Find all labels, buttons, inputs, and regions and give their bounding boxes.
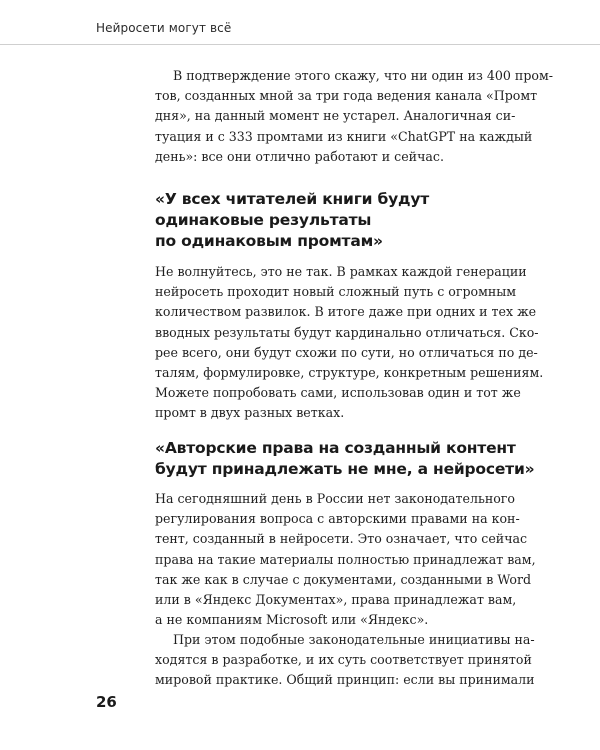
heading-line: по одинаковым промтам» bbox=[155, 232, 383, 250]
text-line: так же как в случае с документами, созданными в Word bbox=[155, 571, 532, 587]
section-heading-identical-results bbox=[155, 189, 429, 252]
text-line: В подтверждение этого скажу, что ни один из 400 пром- bbox=[173, 68, 554, 83]
text-line: На сегодняшний день в России нет законодательного bbox=[155, 491, 515, 506]
running-header: Нейросети могут всё bbox=[96, 21, 232, 35]
heading-line: будут принадлежать не мне, а нейросети» bbox=[155, 460, 535, 478]
text-line: вводных результаты будут кардинально отличаться. Ско- bbox=[155, 324, 539, 340]
intro-paragraph bbox=[155, 66, 554, 167]
text-line: а не компаниям Microsoft или «Яндекс». bbox=[155, 612, 429, 628]
section1-paragraph bbox=[155, 262, 544, 424]
text-line: Можете попробовать сами, использовав один и тот же bbox=[155, 385, 521, 401]
header-divider bbox=[0, 44, 600, 45]
heading-line: «У всех читателей книги будут bbox=[155, 190, 430, 208]
section-heading-copyright bbox=[155, 438, 534, 480]
text-line: мировой практике. Общий принцип: если вы принимали bbox=[155, 672, 535, 688]
page-number: 26 bbox=[96, 693, 117, 711]
text-line: регулирования вопроса с авторскими правами на кон- bbox=[155, 511, 520, 527]
text-line: права на такие материалы полностью принадлежат вам, bbox=[155, 551, 536, 567]
text-line: рее всего, они будут схожи по сути, но отличаться по де- bbox=[155, 344, 538, 360]
text-line: нейросеть проходит новый сложный путь с огромным bbox=[155, 284, 517, 300]
text-line: день»: все они отлично работают и сейчас. bbox=[155, 148, 444, 164]
text-line: или в «Яндекс Документах», права принадлежат вам, bbox=[155, 592, 517, 608]
section2-paragraph-1 bbox=[155, 489, 536, 630]
text-line: тент, созданный в нейросети. Это означает, что сейчас bbox=[155, 531, 528, 547]
heading-line: «Авторские права на созданный контент bbox=[155, 439, 516, 457]
text-line: промт в двух разных ветках. bbox=[155, 405, 345, 421]
text-line: Не волнуйтесь, это не так. В рамках каждой генерации bbox=[155, 264, 527, 279]
text-line: туация и с 333 промтами из книги «ChatGPT на каждый bbox=[155, 128, 533, 144]
section2-paragraph-2 bbox=[155, 630, 535, 691]
heading-line: одинаковые результаты bbox=[155, 211, 372, 229]
text-line: ходятся в разработке, и их суть соответствует принятой bbox=[155, 652, 532, 668]
text-line: дня», на данный момент не устарел. Аналогичная си- bbox=[155, 108, 516, 124]
text-line: количеством развилок. В итоге даже при одних и тех же bbox=[155, 304, 537, 320]
text-line: При этом подобные законодательные инициативы на- bbox=[173, 632, 535, 647]
text-line: тов, созданных мной за три года ведения канала «Промт bbox=[155, 88, 538, 104]
text-line: талям, формулировке, структуре, конкретным решениям. bbox=[155, 365, 544, 381]
